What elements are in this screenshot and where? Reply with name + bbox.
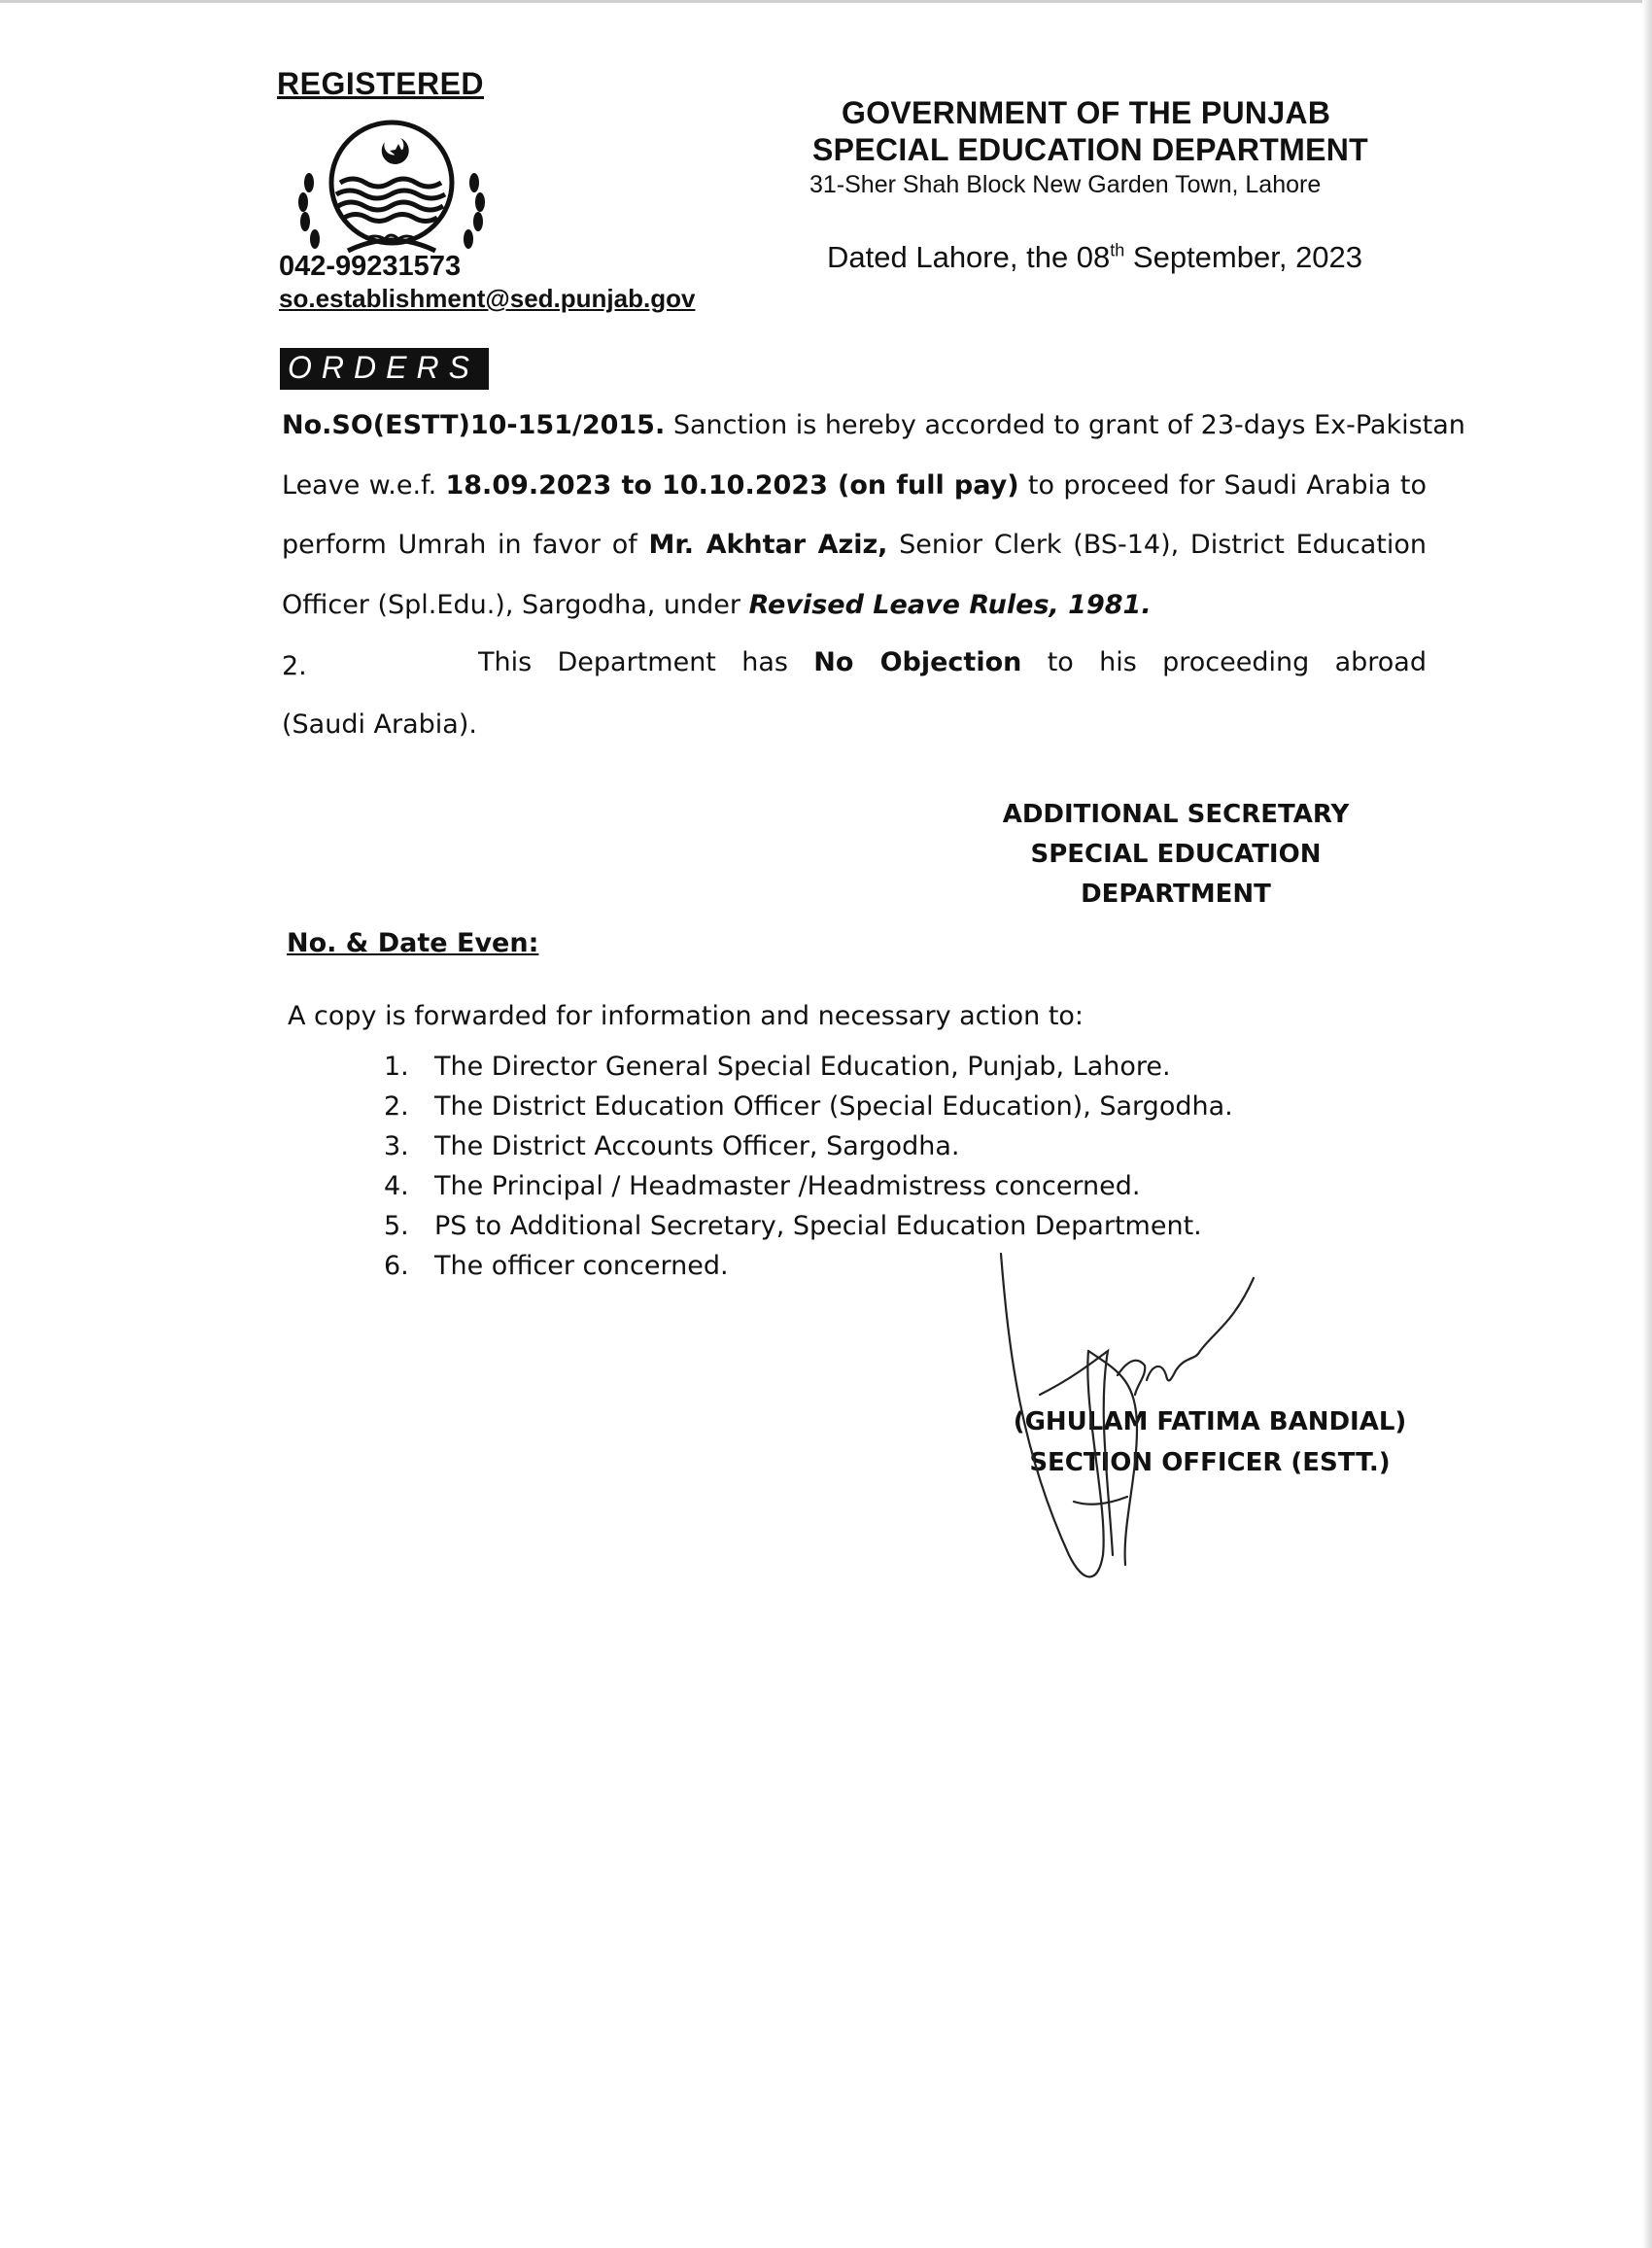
paragraph-line: Officer (Spl.Edu.), Sargodha, under Revised Leave Rules, 1981.	[282, 590, 1152, 620]
scan-edge-right	[1642, 0, 1652, 2248]
paragraph-line: Leave w.e.f. 18.09.2023 to 10.10.2023 (on full pay) to proceed for Saudi Arabia to	[282, 470, 1427, 501]
paragraph-line: perform Umrah in favor of Mr. Akhtar Aziz, Senior Clerk (BS-14), District Education	[282, 530, 1428, 560]
paragraph-number: 2.	[282, 651, 307, 681]
officer-designation: SECTION OFFICER (ESTT.)	[1029, 1448, 1391, 1477]
orders-heading: ORDERS	[280, 348, 489, 390]
list-item: 5. PS to Additional Secretary, Special Education Department.	[384, 1211, 1202, 1241]
registered-label: REGISTERED	[277, 66, 485, 101]
list-item: 1. The Director General Special Education, Punjab, Lahore.	[384, 1052, 1171, 1082]
department-title: SPECIAL EDUCATION DEPARTMENT	[812, 132, 1368, 167]
department-address: 31-Sher Shah Block New Garden Town, Lahore	[809, 171, 1322, 198]
copy-forward-intro: A copy is forwarded for information and necessary action to:	[288, 1001, 1084, 1031]
scan-edge-top	[0, 0, 1652, 3]
email-address: so.establishment@sed.punjab.gov	[279, 284, 696, 313]
government-title: GOVERNMENT OF THE PUNJAB	[842, 95, 1331, 130]
list-item: 3. The District Accounts Officer, Sargodha.	[384, 1131, 960, 1161]
document-date: Dated Lahore, the 08th September, 2023	[827, 240, 1363, 274]
signatory-line: ADDITIONAL SECRETARY	[1002, 800, 1350, 829]
officer-name: (GHULAM FATIMA BANDIAL)	[1013, 1407, 1407, 1436]
paragraph-line: No.SO(ESTT)10-151/2015. Sanction is hereby accorded to grant of 23-days Ex-Pakistan	[282, 410, 1465, 440]
no-date-even-heading: No. & Date Even:	[287, 928, 539, 958]
phone-number: 042-99231573	[279, 251, 462, 282]
paragraph-line: (Saudi Arabia).	[282, 709, 477, 740]
punjab-government-emblem-icon	[290, 115, 494, 270]
signatory-line: SPECIAL EDUCATION	[1030, 840, 1322, 869]
signatory-block	[981, 795, 1370, 915]
paragraph-line: This Department has No Objection to his proceeding abroad	[478, 647, 1427, 677]
handwritten-signature	[991, 1234, 1302, 1604]
list-item: 2. The District Education Officer (Special Education), Sargodha.	[384, 1091, 1233, 1122]
list-item: 6. The officer concerned.	[384, 1251, 729, 1281]
list-item: 4. The Principal / Headmaster /Headmistress concerned.	[384, 1171, 1141, 1201]
signatory-line: DEPARTMENT	[1081, 880, 1271, 909]
